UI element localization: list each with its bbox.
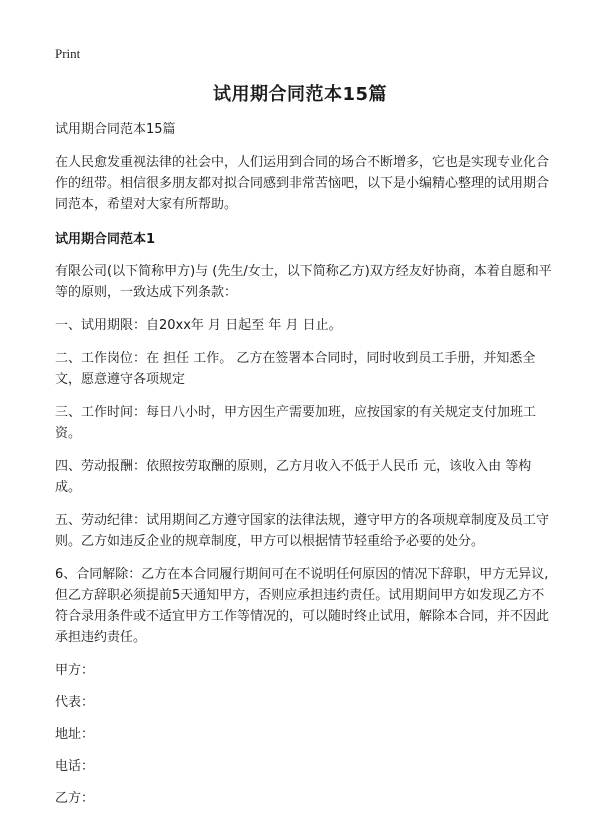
paragraph-position: 二、工作岗位：在 担任 工作。 乙方在签署本合同时，同时收到员工手册，并知悉全文，愿意遵守各项规定 — [55, 351, 536, 387]
signature-line-address: 地址： — [55, 727, 95, 742]
page-title: 试用期合同范本15篇 — [212, 84, 388, 105]
signature-line-party-b: 乙方： — [55, 791, 95, 806]
print-link[interactable]: Print — [55, 46, 81, 61]
paragraph-working-hours: 三、工作时间：每日八小时，甲方因生产需要加班，应按国家的有关规定支付加班工资。 — [55, 405, 537, 441]
signature-line-party-a: 甲方： — [55, 663, 95, 678]
paragraph-trial-period: 一、试用期限：自20xx年 月 日起至 年 月 日止。 — [55, 318, 342, 333]
paragraph-termination: 6、合同解除：乙方在本合同履行期间可在不说明任何原因的情况下辞职，甲方无异议,但乙方辞职必须提前5天通知甲方，否则应承担违约责任。试用期间甲方如发现乙方不符合录用条件或不适宜甲方工作等情况的，可以随时终止试用，解除本合同，并不因此承担违约责任。 — [55, 567, 550, 645]
document-body — [55, 119, 555, 820]
paragraph-discipline: 五、劳动纪律：试用期间乙方遵守国家的法律法规，遵守甲方的各项规章制度及员工守则。乙方如违反企业的规章制度，甲方可以根据情节轻重给予必要的处分。 — [55, 513, 550, 549]
paragraph-parties: 有限公司(以下简称甲方)与 (先生/女士，以下简称乙方)双方经友好协商，本着自愿和平等的原则，一致达成下列条款： — [55, 264, 552, 300]
signature-line-phone: 电话： — [55, 759, 95, 774]
paragraph-remuneration: 四、劳动报酬：依照按劳取酬的原则，乙方月收入不低于人民币 元，该收入由 等构成。 — [55, 459, 532, 495]
signature-block — [55, 660, 555, 809]
signature-line-representative: 代表： — [55, 695, 95, 710]
document-subtitle: 试用期合同范本15篇 — [55, 122, 176, 137]
intro-paragraph: 在人民愈发重视法律的社会中，人们运用到合同的场合不断增多，它也是实现专业化合作的纽带。相信很多朋友都对拟合同感到非常苦恼吧，以下是小编精心整理的试用期合同范本，希望对大家有所帮助。 — [55, 155, 550, 212]
section-heading: 试用期合同范本1 — [55, 232, 156, 247]
